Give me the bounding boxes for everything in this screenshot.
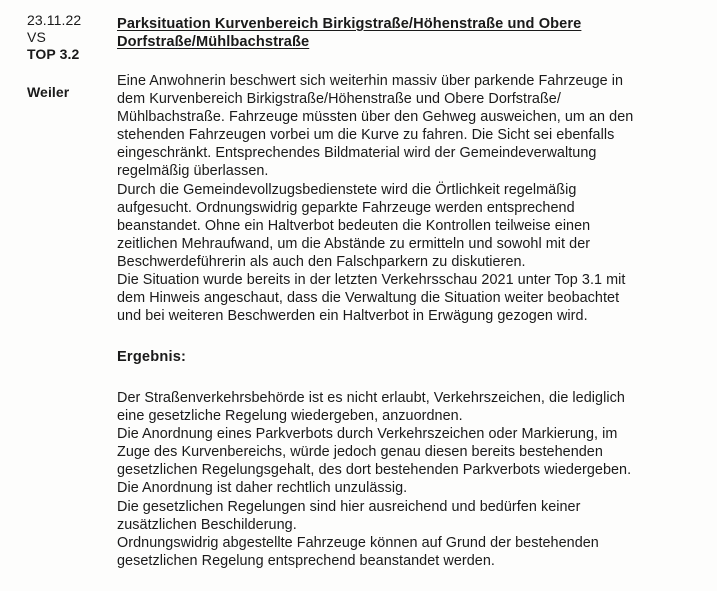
result-line: Die Anordnung ist daher rechtlich unzulässig. — [117, 480, 408, 497]
result-line: eine gesetzliche Regelung wiedergeben, anzuordnen. — [117, 408, 463, 425]
description-line: Durch die Gemeindevollzugsbedienstete wird die Örtlichkeit regelmäßig — [117, 181, 577, 198]
description-line: und bei weiteren Beschwerden ein Haltverbot in Erwägung gezogen wird. — [117, 308, 588, 325]
result-line: Zuge des Kurvenbereichs, würde jedoch genau diesen bereits bestehenden — [117, 444, 603, 461]
result-heading: Ergebnis: — [117, 349, 187, 365]
result-line: Die Anordnung eines Parkverbots durch Verkehrszeichen oder Markierung, im — [117, 426, 618, 443]
meeting-type: VS — [27, 29, 46, 45]
description-line: dem Hinweis angeschaut, dass die Verwaltung die Situation weiter beobachtet — [117, 290, 620, 307]
meeting-date: 23.11.22 — [27, 12, 82, 28]
item-title — [117, 15, 677, 51]
result-line: Der Straßenverkehrsbehörde ist es nicht erlaubt, Verkehrszeichen, die lediglich — [117, 390, 625, 406]
description-line: Mühlbachstraße. Fahrzeuge müssten über den Gehweg ausweichen, um an den — [117, 109, 634, 126]
agenda-item-number: TOP 3.2 — [27, 46, 80, 62]
result-paragraph — [117, 389, 707, 570]
item-title-line-2: Dorfstraße/Mühlbachstraße — [117, 34, 310, 50]
description-line: eingeschränkt. Entsprechendes Bildmaterial wird der Gemeindeverwaltung — [117, 145, 597, 162]
result-line: Die gesetzlichen Regelungen sind hier ausreichend und bedürfen keiner — [117, 498, 581, 515]
description-line: zeitlichen Mehraufwand, um die Abstände zu ermitteln und sowohl mit der — [117, 235, 591, 252]
result-line: Ordnungswidrig abgestellte Fahrzeuge können auf Grund der bestehenden — [117, 534, 599, 551]
item-title-line-1: Parksituation Kurvenbereich Birkigstraße/Höhenstraße und Obere — [117, 16, 582, 32]
description-line: Die Situation wurde bereits in der letzten Verkehrsschau 2021 unter Top 3.1 mit — [117, 272, 626, 289]
description-line: stehenden Fahrzeugen vorbei um die Kurve zu fahren. Die Sicht sei ebenfalls — [117, 127, 615, 144]
description-line: aufgesucht. Ordnungswidrig geparkte Fahrzeuge werden entsprechend — [117, 199, 575, 216]
description-line: Beschwerdeführerin als auch den Falschparkern zu diskutieren. — [117, 253, 526, 270]
result-line: gesetzlichen Regelung entsprechend beanstandet werden. — [117, 552, 495, 569]
result-line: gesetzlichen Regelungsgehalt, des dort bestehenden Parkverbots wiedergeben. — [117, 462, 632, 479]
description-line: regelmäßig überlassen. — [117, 163, 269, 180]
description-line: beanstandet. Ohne ein Haltverbot bedeuten die Kontrollen teilweise einen — [117, 217, 591, 234]
location-label: Weiler — [27, 84, 70, 100]
result-line: zusätzlichen Beschilderung. — [117, 516, 297, 533]
description-line: dem Kurvenbereich Birkigstraße/Höhenstraße und Obere Dorfstraße/ — [117, 91, 561, 108]
agenda-meta — [27, 12, 107, 100]
description-line: Eine Anwohnerin beschwert sich weiterhin massiv über parkende Fahrzeuge in — [117, 73, 624, 89]
description-paragraph — [117, 72, 707, 325]
